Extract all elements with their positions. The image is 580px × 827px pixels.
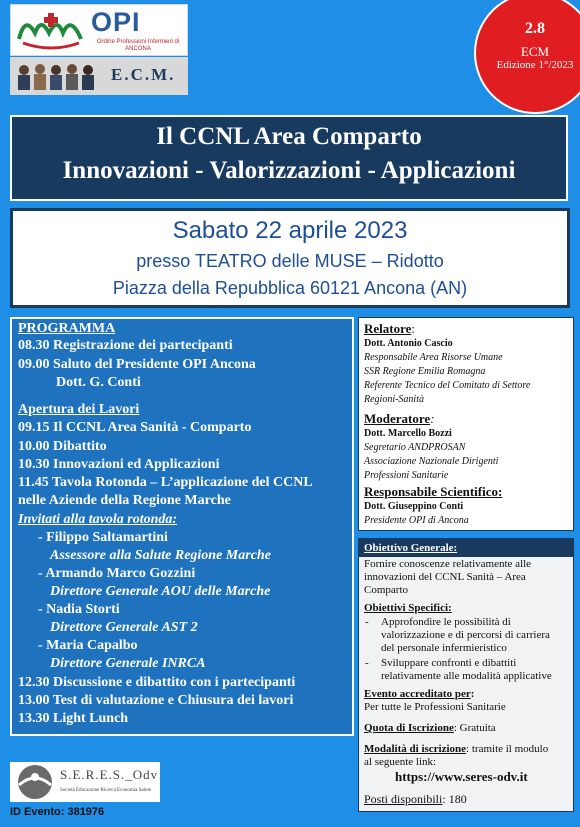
posti-row [364,792,467,807]
quota-row [364,722,496,734]
ecm-logo [10,57,188,95]
opi-logo-text: OPI [91,7,141,37]
responsabile-heading: Responsabile Scientifico: [364,484,503,499]
session-item: 11.45 Tavola Rotonda – L’applicazione del CCNL [18,475,313,490]
responsabile-role: Presidente OPI di Ancona [364,515,469,526]
title-line-1: Il CCNL Area Comparto [156,123,422,150]
invitati-heading: Invitati alla tavola rotonda: [18,512,178,527]
moderatore-role: Segretario ANDPROSAN [364,442,466,453]
posti-value: : 180 [442,792,467,806]
posti-label: Posti disponibili [364,792,443,806]
bullet-dash: - [365,657,369,669]
obiettivo-specifico-line: valorizzazione e di percorsi di carriera [381,629,550,641]
closing-item: 13.30 Light Lunch [18,711,129,726]
programme-box [10,317,354,736]
seres-subtitle: Società Educazione Ricerca Economia Salute [60,788,152,793]
event-address: Piazza della Repubblica 60121 Ancona (AN) [112,278,468,298]
event-venue: presso TEATRO delle MUSE – Ridotto [136,251,444,271]
guest-role: Direttore Generale AST 2 [50,620,198,635]
programme-heading: PROGRAMMA [18,321,116,336]
relatore-name: Dott. Antonio Cascio [364,338,453,349]
programme-item: 09.00 Saluto del Presidente OPI Ancona [18,357,256,372]
opi-logo-subtitle: Ordine Professioni Infermieri di ANCONA [96,39,180,52]
registration-link[interactable]: https://www.seres-odv.it [395,769,528,784]
modalita-row [364,743,548,755]
obiettivo-specifico-line: Approfondire le possibilità di [381,616,511,628]
obiettivo-generale-line: Comparto [364,584,408,596]
evento-heading-text: Evento accreditato per [364,688,471,700]
guest-role: Assessore alla Salute Regione Marche [50,548,271,563]
obiettivo-generale-heading: Obiettivo Generale: [364,542,458,554]
obiettivo-specifico-line: relativamente alle modalità applicative [381,670,552,682]
moderatore-role: Associazione Nazionale Dirigenti [364,456,499,467]
relatore-role: Responsabile Area Risorse Umane [364,352,503,363]
guest-role: Direttore Generale INRCA [50,656,206,671]
obiettivo-specifico-line: del personale infermieristico [381,642,507,654]
ecm-logo-text: E.C.M. [111,65,176,84]
badge-label: ECM [520,44,550,59]
ecm-credits-badge [474,0,580,114]
event-date: Sabato 22 aprile 2023 [172,217,408,244]
title-line-2: Innovazioni - Valorizzazioni - Applicazioni [62,157,516,184]
opi-emblem-icon [15,9,87,51]
seres-emblem-icon [13,763,57,801]
evento-value: Per tutte le Professioni Sanitarie [364,701,506,713]
speakers-box [358,317,574,531]
closing-item: 12.30 Discussione e dibattito con i partecipanti [18,675,296,690]
programme-item: 08.30 Registrazione dei partecipanti [18,338,233,353]
evento-heading: Evento accreditato per: [364,688,475,700]
relatore-role: Referente Tecnico del Comitato di Settore [364,380,531,391]
relatore-role: SSR Regione Emilia Romagna [364,366,486,377]
quota-value: : Gratuita [453,722,496,734]
modalita-value: : tramite il modulo [466,743,549,755]
obiettivo-generale-line: Fornire conoscenze relativamente alle [364,558,532,570]
guest-name: - Armando Marco Gozzini [38,566,196,581]
opi-logo [10,4,188,56]
bullet-dash: - [365,616,369,628]
modalita-heading: Modalità di iscrizione [364,743,467,755]
session-item: 10.00 Dibattito [18,439,107,454]
responsabile-name: Dott. Giuseppino Conti [364,501,464,512]
quota-heading: Quota di Iscrizione [364,722,454,734]
session-item: nelle Aziende della Regione Marche [18,493,231,508]
relatore-role: Regioni-Sanità [364,394,424,405]
guest-name: - Maria Capalbo [38,638,138,653]
seres-name: S.E.R.E.S._Odv [60,767,159,782]
guest-name: - Nadia Storti [38,602,120,617]
badge-credits: 2.8 [525,20,545,37]
obiettivi-specifici-heading: Obiettivi Specifici: [364,602,452,614]
programme-item: Dott. G. Conti [56,375,141,390]
closing-item: 13.00 Test di valutazione e Chiusura dei lavori [18,693,294,708]
moderatore-name: Dott. Marcello Bozzi [364,428,452,439]
apertura-heading: Apertura dei Lavori [18,402,140,417]
seres-logo [10,762,160,802]
relatore-heading: Relatore: [364,321,416,336]
people-group-icon [14,62,106,90]
session-item: 09.15 Il CCNL Area Sanità - Comparto [18,420,252,435]
moderatore-heading-text: Moderatore [364,411,431,426]
session-item: 10.30 Innovazioni ed Applicazioni [18,457,220,472]
obiettivo-generale-line: innovazioni del CCNL Sanità – Area [364,571,526,583]
modalita-value-2: al seguente link: [364,756,437,768]
info-box [358,538,574,812]
moderatore-role: Professioni Sanitarie [364,470,449,481]
badge-edition: Edizione 1°/2023 [496,59,574,71]
guest-role: Direttore Generale AOU delle Marche [50,584,271,599]
title-box [10,115,568,201]
event-date-box [10,208,570,308]
obiettivo-specifico-line: Sviluppare confronti e dibattiti [381,657,517,669]
moderatore-heading: Moderatore: [364,411,435,426]
relatore-heading-text: Relatore [364,321,412,336]
guest-name: - Filippo Saltamartini [38,530,168,545]
event-id: ID Evento: 381976 [10,806,105,818]
